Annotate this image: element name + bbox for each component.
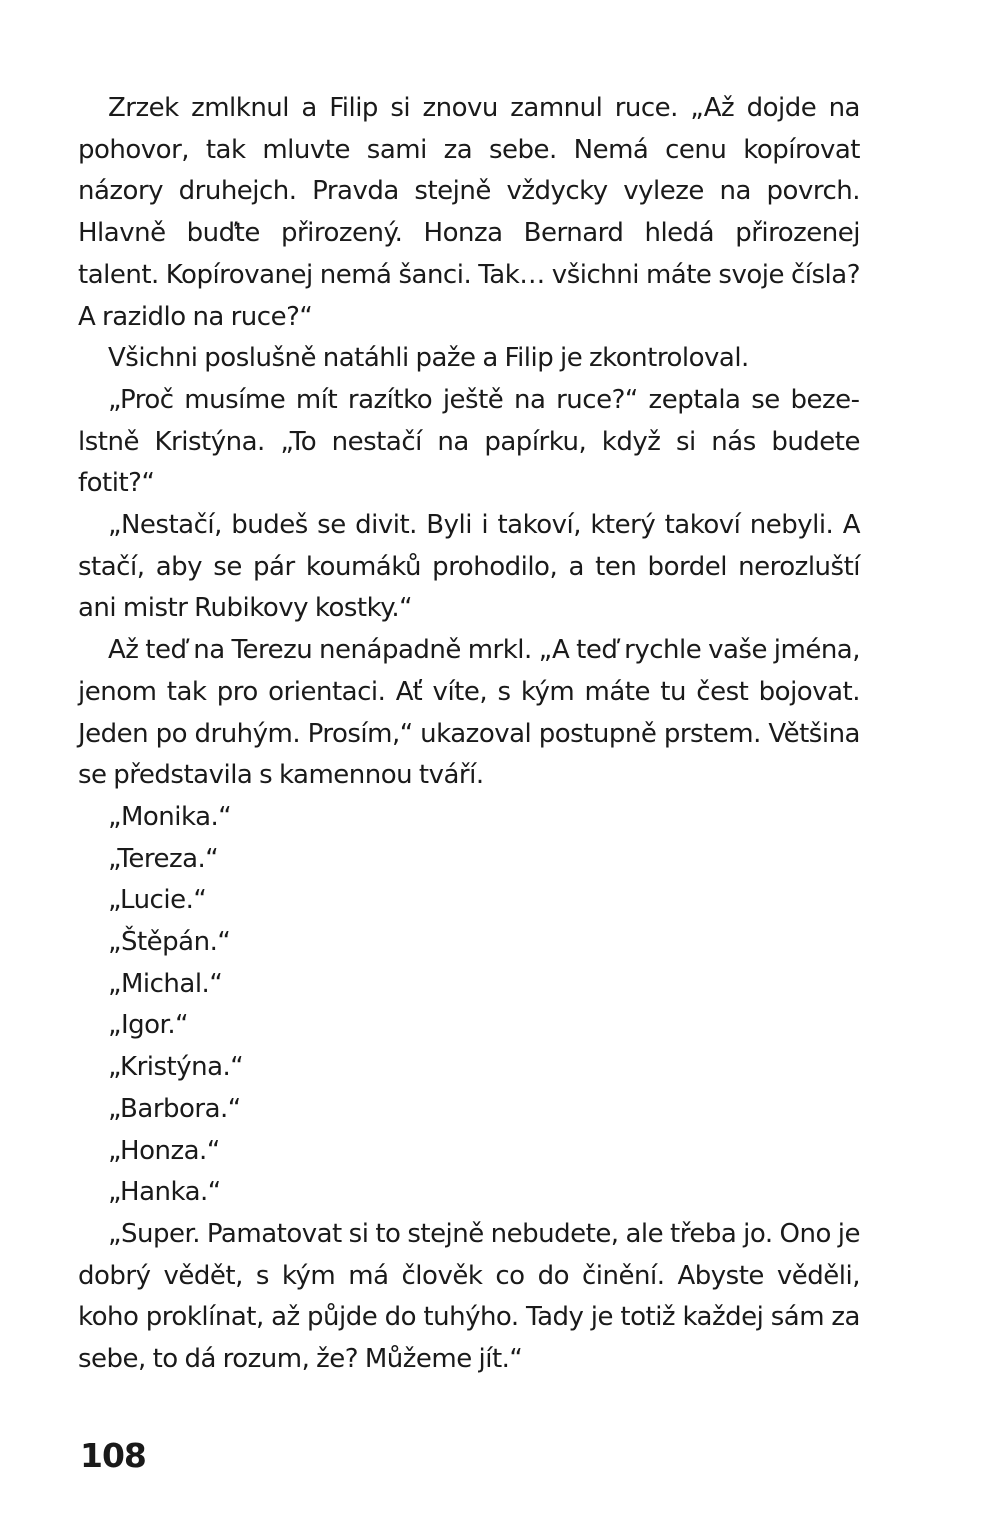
dialog-line: „Lucie.“ [108, 885, 207, 916]
paragraph: „Nestačí, budeš se divit. Byli i takoví, který takoví nebyli. A stačí, aby se pár koumáků prohodilo, a ten bordel nerozluští ani mistr Rubikovy kostky.“ [78, 510, 860, 624]
body-text [78, 88, 860, 1381]
dialog-line: „Štěpán.“ [108, 927, 231, 958]
dialog-line: „Kristýna.“ [108, 1052, 244, 1083]
paragraph: Všichni poslušně natáhli paže a Filip je zkontroloval. [108, 343, 749, 374]
dialog-line: „Barbora.“ [108, 1093, 241, 1124]
dialog-line: „Hanka.“ [108, 1177, 221, 1208]
paragraph: Až teď na Terezu nenápadně mrkl. „A teď rychle vaše jména, jenom tak pro orientaci. Ať víte, s kým máte tu čest bojovat. Jeden po druhým. Prosím,“ ukazoval postupně prstem. Většina se představila s kamennou tváří. [78, 635, 860, 791]
paragraph: Zrzek zmlknul a Filip si znovu zamnul ruce. „Až dojde na pohovor, tak mluvte sami za sebe. Nemá cenu kopírovat názory druhejch. Pravda stejně vždycky vyleze na povrch. Hlavně buďte přirozený. Honza Bernard hledá přirozenej talent. Kopírovanej nemá šanci. Tak… všichni máte svoje čísla? A razidlo na ruce?“ [78, 93, 860, 332]
paragraph: „Proč musíme mít razítko ještě na ruce?“ zeptala se bezelstně Kristýna. „To nestačí na papírku, když si nás budete fotit?“ [78, 384, 860, 499]
dialog-line: „Tereza.“ [108, 843, 219, 874]
dialog-line: „Monika.“ [108, 801, 232, 832]
paragraph: „Super. Pamatovat si to stejně nebudete, ale třeba jo. Ono je dobrý vědět, s kým má člověk co do činění. Abyste věděli, koho proklínat, až půjde do tuhýho. Tady je totiž každej sám za sebe, to dá rozum, že? Můžeme jít.“ [78, 1218, 860, 1375]
page-number: 108 [80, 1436, 146, 1475]
dialog-line: „Igor.“ [108, 1010, 189, 1041]
dialog-line: „Honza.“ [108, 1135, 220, 1166]
dialog-line: „Michal.“ [108, 968, 223, 999]
